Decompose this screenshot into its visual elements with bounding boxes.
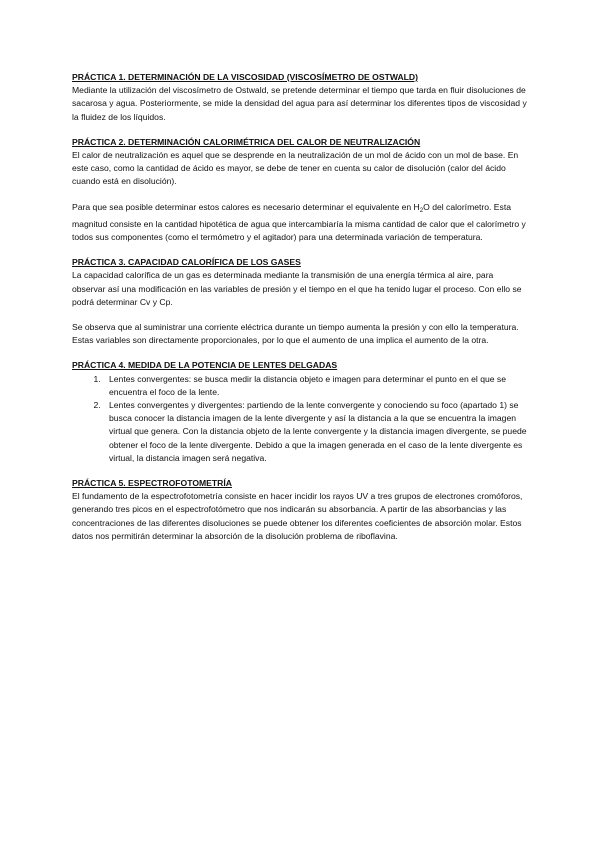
section-practica-5 xyxy=(72,477,528,543)
list-item: 2. Lentes convergentes y divergentes: partiendo de la lente convergente y conociendo su foco (apartado 1) se busca conocer la distancia imagen de la lente divergente y así la distancia a la que se encuentra la imagen virtual que genera. Con la distancia objeto de la lente convergente y la distancia imagen divergente, se puede obtener el foco de la lente divergente. Debido a que la imagen generada en el caso de la lente divergente es virtual, la distancia imagen será negativa. xyxy=(103,399,528,465)
list-item: 1. Lentes convergentes: se busca medir la distancia objeto e imagen para determinar el punto en el que se encuentra el foco de la lente. xyxy=(103,373,528,399)
heading-practica-4: PRÁCTICA 4. MEDIDA DE LA POTENCIA DE LENTES DELGADAS xyxy=(72,360,338,371)
section-practica-1 xyxy=(72,71,528,124)
section-practica-3 xyxy=(72,256,528,347)
paragraph-practica-3-2: Se observa que al suministrar una corriente eléctrica durante un tiempo aumenta la presión y con ello la temperatura. Estas variables son directamente proporcionales, por lo que el aumento de una implica el aumento de la otra. xyxy=(72,322,519,346)
heading-practica-5: PRÁCTICA 5. ESPECTROFOTOMETRÍA xyxy=(72,478,232,489)
paragraph-practica-5: El fundamento de la espectrofotometría consiste en hacer incidir los rayos UV a tres grupos de electrones cromóforos, generando tres picos en el espectrofotómetro que nos indicarán su absorbancia. A partir de las absorbancias y las concentraciones de las diferentes disoluciones se puede obtener los diferentes coeficientes de absorción molar. Estos datos nos permitirán determinar la absorción de la disolución problema de riboflavina. xyxy=(72,491,523,541)
paragraph-practica-2-2 xyxy=(72,201,528,245)
document-content xyxy=(72,71,528,543)
paragraph-practica-2-2-end: O del calorímetro. Esta magnitud consiste en la cantidad hipotética de agua que intercambiaría la misma cantidad de calor que el calorímetro y todos sus componentes (como el termómetro y el agitador) para una determinada variación de temperatura. xyxy=(72,201,526,243)
section-practica-2 xyxy=(72,136,528,244)
paragraph-practica-1: Mediante la utilización del viscosímetro de Ostwald, se pretende determinar el tiempo que tarda en fluir disoluciones de sacarosa y agua. Posteriormente, se mide la densidad del agua para así determinar los diferentes tipos de viscosidad y la fluidez de los líquidos. xyxy=(72,85,527,122)
heading-practica-3: PRÁCTICA 3. CAPACIDAD CALORÍFICA DE LOS GASES xyxy=(72,257,301,268)
paragraph-practica-2-2-start: Para que sea posible determinar estos calores es necesario determinar el equivalente en H xyxy=(72,201,420,212)
heading-practica-1: PRÁCTICA 1. DETERMINACIÓN DE LA VISCOSIDAD (VISCOSÍMETRO DE OSTWALD) xyxy=(72,72,418,82)
paragraph-practica-3-1: La capacidad calorífica de un gas es determinada mediante la transmisión de una energía térmica al aire, para observar así una modificación en las variables de presión y el tiempo en el que ha tenido lugar el proceso. Con ello se podrá determinar Cv y Cp. xyxy=(72,270,522,307)
paragraph-practica-2-1: El calor de neutralización es aquel que se desprende en la neutralización de un mol de ácido con un mol de base. En este caso, como la cantidad de ácido es mayor, se debe de tener en cuenta su calor de disolución (calor del ácido cuando está en disolución). xyxy=(72,150,519,187)
section-practica-4 xyxy=(72,359,528,465)
heading-practica-2: PRÁCTICA 2. DETERMINACIÓN CALORIMÉTRICA DEL CALOR DE NEUTRALIZACIÓN xyxy=(72,136,421,147)
subscript-2: 2 xyxy=(419,207,424,214)
lens-list xyxy=(72,373,528,465)
